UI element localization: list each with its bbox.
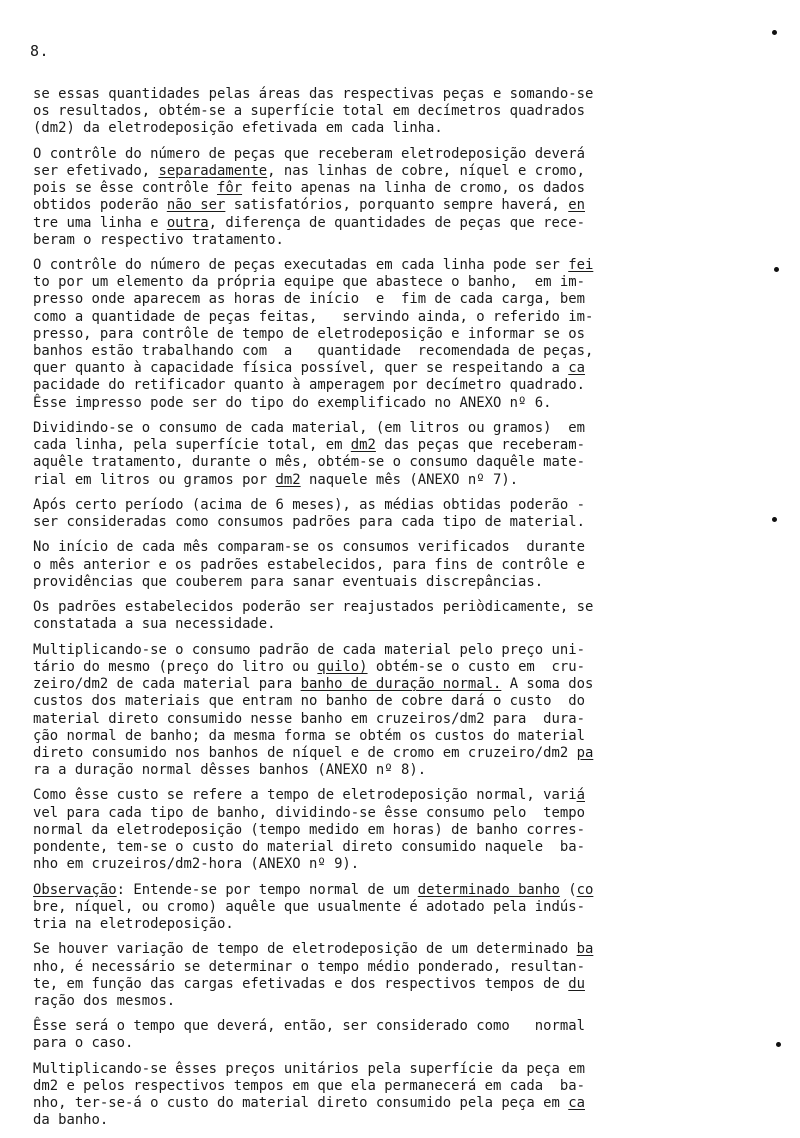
- underlined-text: pa: [576, 744, 594, 761]
- underlined-text: Observação: [33, 881, 117, 898]
- text-line: Êsse impresso pode ser do tipo do exemplificado no ANEXO nº 6.: [33, 394, 552, 411]
- text-line: pondente, tem-se o custo do material direto consumido naquele ba-: [33, 839, 585, 855]
- underlined-text: determinado banho: [417, 881, 560, 898]
- paragraph: [33, 642, 709, 780]
- margin-mark: [772, 30, 777, 35]
- text-line: Multiplicando-se o consumo padrão de cada material pelo preço uni-: [33, 641, 585, 658]
- text-line: custos dos materiais que entram no banho de cobre dará o custo do: [33, 693, 585, 710]
- text-line: ra a duração normal dêsses banhos (ANEXO nº 8).: [33, 762, 427, 779]
- margin-mark: [776, 1042, 781, 1047]
- text-line: material direto consumido nesse banho em cruzeiros/dm2 para dura-: [33, 710, 585, 727]
- text-line: cada linha, pela superfície total, em dm2 das peças que receberam-: [33, 437, 585, 454]
- text-line: te, em função das cargas efetivadas e dos respectivos tempos de du: [33, 975, 585, 992]
- text-line: Os padrões estabelecidos poderão ser reajustados periòdicamente, se: [33, 599, 594, 616]
- underlined-text: ba: [576, 941, 594, 958]
- text-line: dm2 e pelos respectivos tempos em que ela permanecerá em cada ba-: [33, 1078, 585, 1094]
- text-line: o mês anterior e os padrões estabelecidos, para fins de contrôle e: [33, 556, 585, 573]
- text-line: tário do mesmo (preço do litro ou quilo) obtém-se o custo em cru-: [33, 658, 585, 675]
- underlined-text: ca: [568, 1095, 585, 1112]
- text-line: quer quanto à capacidade física possível, quer se respeitando a ca: [33, 360, 585, 377]
- paragraph: [33, 86, 709, 138]
- text-line: tre uma linha e outra, diferença de quantidades de peças que rece-: [33, 214, 585, 231]
- underlined-text: não ser: [166, 197, 226, 214]
- text-line: bre, níquel, ou cromo) aquêle que usualmente é adotado pela indús-: [33, 898, 585, 915]
- text-line: Dividindo-se o consumo de cada material, (em litros ou gramos) em: [33, 419, 585, 436]
- text-line: nho, ter-se-á o custo do material direto consumido pela peça em ca: [33, 1095, 585, 1112]
- underlined-text: ca: [568, 360, 585, 377]
- text-line: para o caso.: [33, 1035, 134, 1052]
- text-line: Como êsse custo se refere a tempo de eletrodeposição normal, variá: [33, 787, 585, 804]
- text-line: presso onde aparecem as horas de início e fim de cada carga, bem: [33, 291, 585, 308]
- paragraph: [33, 941, 709, 1010]
- text-line: aquêle tratamento, durante o mês, obtém-se o consumo daquêle mate-: [33, 454, 585, 471]
- text-line: rial em litros ou gramos por dm2 naquele mês (ANEXO nº 7).: [33, 471, 519, 488]
- text-line: pacidade do retificador quanto à amperagem por decímetro quadrado.: [33, 377, 585, 394]
- underlined-text: dm2: [275, 471, 301, 488]
- text-line: zeiro/dm2 de cada material para banho de duração normal. A soma dos: [33, 676, 594, 693]
- text-line: como a quantidade de peças feitas, servindo ainda, o referido im-: [33, 308, 594, 325]
- text-line: obtidos poderão não ser satisfatórios, porquanto sempre haverá, en: [33, 197, 585, 214]
- text-line: O contrôle do número de peças que receberam eletrodeposição deverá: [33, 145, 585, 162]
- underlined-text: du: [568, 975, 585, 992]
- text-line: O contrôle do número de peças executadas em cada linha pode ser fei: [33, 257, 594, 274]
- text-line: constatada a sua necessidade.: [33, 616, 276, 633]
- underlined-text: fôr: [216, 180, 243, 197]
- text-line: vel para cada tipo de banho, dividindo-se êsse consumo pelo tempo: [33, 804, 585, 821]
- underlined-text: dm2: [350, 437, 376, 454]
- text-line: nho, é necessário se determinar o tempo médio ponderado, resultan-: [33, 958, 585, 975]
- paragraph: [33, 1061, 709, 1130]
- underlined-text: separadamente: [158, 162, 268, 179]
- margin-mark: [772, 517, 777, 522]
- paragraph: [33, 882, 709, 934]
- text-line: nho em cruzeiros/dm2-hora (ANEXO nº 9).: [33, 856, 360, 873]
- text-line: Êsse será o tempo que deverá, então, ser considerado como normal: [33, 1018, 585, 1035]
- text-line: providências que couberem para sanar eventuais discrepâncias.: [33, 573, 544, 590]
- paragraph: [33, 599, 709, 633]
- text-line: (dm2) da eletrodeposição efetivada em cada linha.: [33, 120, 443, 137]
- underlined-text: banho de duração normal.: [300, 676, 502, 693]
- text-line: da banho.: [33, 1112, 109, 1129]
- underlined-text: á: [576, 787, 585, 804]
- text-line: Multiplicando-se êsses preços unitários pela superfície da peça em: [33, 1060, 585, 1077]
- underlined-text: co: [576, 881, 594, 898]
- paragraph: [33, 787, 709, 873]
- text-line: normal da eletrodeposição (tempo medido em horas) de banho corres-: [33, 821, 585, 838]
- underlined-text: en: [568, 197, 585, 214]
- paragraph: [33, 539, 709, 591]
- underlined-text: quilo): [317, 658, 368, 675]
- paragraph: [33, 257, 709, 412]
- paragraph: [33, 146, 709, 249]
- paragraph: [33, 1018, 709, 1052]
- text-line: to por um elemento da própria equipe que abastece o banho, em im-: [33, 274, 585, 291]
- margin-mark: [774, 267, 779, 272]
- text-line: ser efetivado, separadamente, nas linhas de cobre, níquel e cromo,: [33, 162, 585, 179]
- text-line: Observação: Entende-se por tempo normal de um determinado banho (co: [33, 881, 594, 898]
- page-number: 8.: [30, 42, 50, 60]
- text-line: ser consideradas como consumos padrões para cada tipo de material.: [33, 514, 585, 531]
- paragraph: [33, 420, 709, 489]
- text-line: Se houver variação de tempo de eletrodeposição de um determinado ba: [33, 941, 594, 958]
- underlined-text: outra: [166, 214, 209, 231]
- text-line: pois se êsse contrôle fôr feito apenas na linha de cromo, os dados: [33, 180, 585, 197]
- underlined-text: fei: [568, 257, 594, 274]
- text-line: Após certo período (acima de 6 meses), as médias obtidas poderão -: [33, 496, 585, 513]
- text-line: ração dos mesmos.: [33, 992, 176, 1009]
- text-line: tria na eletrodeposição.: [33, 915, 234, 932]
- text-line: os resultados, obtém-se a superfície total em decímetros quadrados: [33, 103, 585, 120]
- document-body: [33, 86, 709, 1138]
- text-line: No início de cada mês comparam-se os consumos verificados durante: [33, 539, 585, 556]
- text-line: ção normal de banho; da mesma forma se obtém os custos do material: [33, 727, 585, 744]
- text-line: beram o respectivo tratamento.: [33, 231, 284, 248]
- text-line: direto consumido nos banhos de níquel e de cromo em cruzeiro/dm2 pa: [33, 744, 594, 761]
- text-line: banhos estão trabalhando com a quantidade recomendada de peças,: [33, 343, 594, 359]
- text-line: se essas quantidades pelas áreas das respectivas peças e somando-se: [33, 86, 594, 102]
- paragraph: [33, 497, 709, 531]
- text-line: presso, para contrôle de tempo de eletrodeposição e informar se os: [33, 325, 585, 342]
